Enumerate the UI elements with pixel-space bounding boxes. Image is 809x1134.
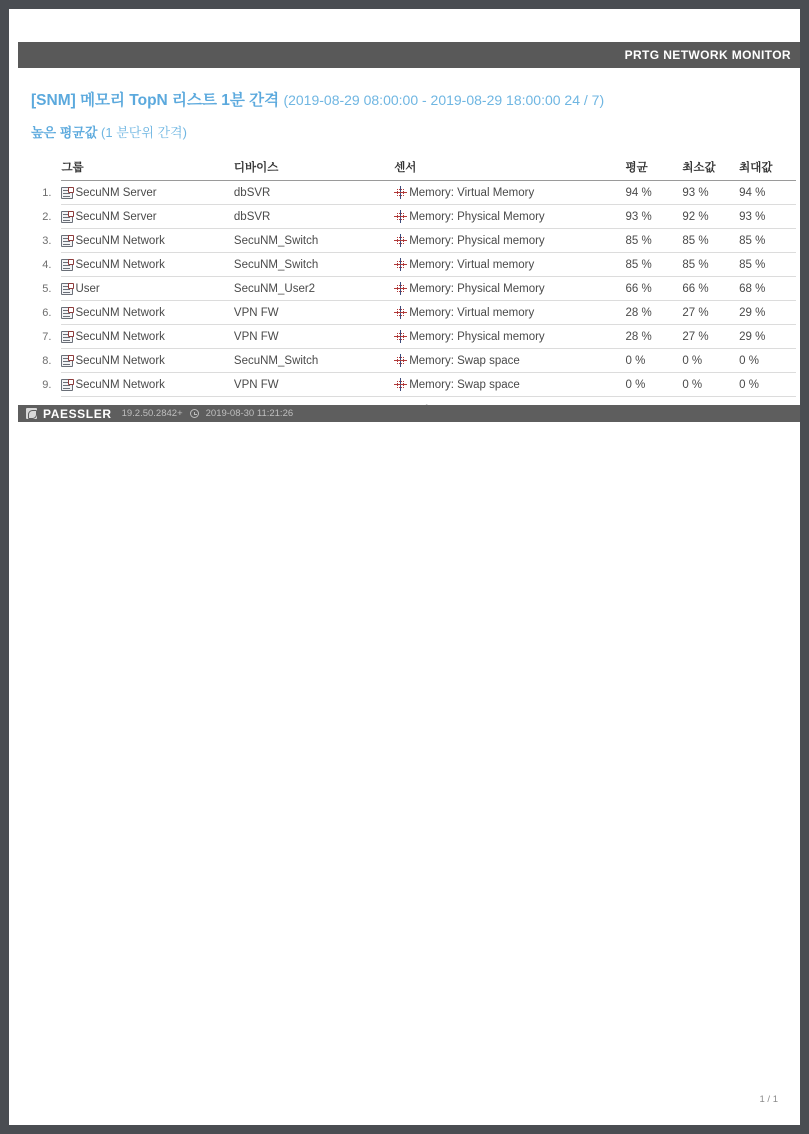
row-index: 3.	[42, 235, 52, 247]
sensor-label: Memory: Virtual memory	[409, 306, 535, 319]
group-label: SecuNM Network	[75, 234, 165, 247]
sensor-label: Memory: Virtual Memory	[409, 186, 535, 199]
cell-maximum: 29 %	[739, 325, 796, 349]
cell-minimum: 85 %	[682, 229, 739, 253]
paessler-logo-icon	[26, 408, 37, 419]
paessler-footer-bar	[18, 405, 800, 422]
group-label: SecuNM Network	[75, 258, 165, 271]
sensor-label: Memory: Swap space	[409, 378, 520, 391]
table-row[interactable]	[31, 205, 796, 229]
cell-device[interactable]: dbSVR	[234, 181, 394, 205]
group-icon	[61, 235, 73, 247]
cell-average: 85 %	[626, 253, 683, 277]
row-index: 9.	[42, 379, 52, 391]
cell-device[interactable]: dbSVR	[234, 205, 394, 229]
sensor-icon	[394, 210, 407, 223]
cell-maximum: 0 %	[739, 349, 796, 373]
group-label: SecuNM Network	[75, 306, 165, 319]
sensor-icon	[394, 354, 407, 367]
table-header	[31, 159, 796, 181]
report-title-block	[31, 91, 791, 141]
cell-sensor[interactable]	[394, 253, 625, 277]
table-row[interactable]	[31, 349, 796, 373]
sensor-label: Memory: Physical Memory	[409, 282, 545, 295]
prtg-brand-label: PRTG NETWORK MONITOR	[624, 48, 791, 62]
page-title	[31, 91, 791, 112]
cell-device[interactable]: SecuNM_User2	[234, 277, 394, 301]
report-title-text: [SNM] 메모리 TopN 리스트 1분 간격	[31, 92, 280, 109]
cell-maximum: 93 %	[739, 205, 796, 229]
group-label: SecuNM Server	[75, 210, 157, 223]
group-label: SecuNM Server	[75, 186, 157, 199]
table-body	[31, 181, 796, 397]
row-index: 5.	[42, 283, 52, 295]
cell-sensor[interactable]	[394, 373, 625, 397]
row-index: 8.	[42, 355, 52, 367]
cell-group[interactable]	[61, 301, 233, 325]
cell-sensor[interactable]	[394, 229, 625, 253]
report-generated-timestamp: 2019-08-30 11:21:26	[205, 408, 294, 419]
group-icon	[61, 187, 73, 199]
cell-sensor[interactable]	[394, 181, 625, 205]
group-label: SecuNM Network	[75, 378, 165, 391]
paessler-version-label: 19.2.50.2842+	[121, 408, 183, 419]
column-header-maximum[interactable]: 최대값	[739, 159, 796, 181]
sensor-icon	[394, 258, 407, 271]
row-index: 1.	[42, 187, 52, 199]
cell-minimum: 0 %	[682, 349, 739, 373]
sensor-icon	[394, 282, 407, 295]
column-header-sensor[interactable]: 센서	[394, 159, 625, 181]
cell-device[interactable]: SecuNM_Switch	[234, 229, 394, 253]
group-label: SecuNM Network	[75, 354, 165, 367]
row-index: 7.	[42, 331, 52, 343]
table-row[interactable]	[31, 229, 796, 253]
cell-device[interactable]: VPN FW	[234, 325, 394, 349]
report-subtitle	[31, 122, 791, 141]
table-header-row	[31, 159, 796, 181]
cell-group[interactable]	[61, 349, 233, 373]
cell-minimum: 66 %	[682, 277, 739, 301]
cell-maximum: 68 %	[739, 277, 796, 301]
cell-average: 0 %	[626, 373, 683, 397]
cell-minimum: 27 %	[682, 301, 739, 325]
column-header-average[interactable]: 평균	[626, 159, 683, 181]
cell-sensor[interactable]	[394, 325, 625, 349]
cell-device[interactable]: VPN FW	[234, 301, 394, 325]
sensor-label: Memory: Swap space	[409, 354, 520, 367]
cell-device[interactable]: SecuNM_Switch	[234, 349, 394, 373]
column-header-group[interactable]: 그룹	[61, 159, 233, 181]
cell-minimum: 85 %	[682, 253, 739, 277]
report-time-range: (2019-08-29 08:00:00 - 2019-08-29 18:00:00 24 / 7)	[283, 92, 605, 108]
cell-sensor[interactable]	[394, 277, 625, 301]
cell-average: 66 %	[626, 277, 683, 301]
table-row[interactable]	[31, 325, 796, 349]
sensor-icon	[394, 378, 407, 391]
table-row[interactable]	[31, 277, 796, 301]
group-icon	[61, 331, 73, 343]
report-interval-note: (1 분단위 간격)	[101, 124, 187, 140]
page-indicator: 1 / 1	[759, 1094, 778, 1105]
row-index: 6.	[42, 307, 52, 319]
cell-minimum: 0 %	[682, 373, 739, 397]
sensor-icon	[394, 234, 407, 247]
cell-minimum: 92 %	[682, 205, 739, 229]
cell-sensor[interactable]	[394, 349, 625, 373]
group-icon	[61, 379, 73, 391]
cell-average: 28 %	[626, 301, 683, 325]
report-subtitle-text: 높은 평균값	[31, 124, 98, 140]
sensor-icon	[394, 186, 407, 199]
table-row[interactable]	[31, 373, 796, 397]
cell-group[interactable]	[61, 181, 233, 205]
topn-table-container	[31, 159, 796, 415]
cell-average: 85 %	[626, 229, 683, 253]
sensor-icon	[394, 306, 407, 319]
sensor-label: Memory: Physical memory	[409, 234, 545, 247]
cell-maximum: 0 %	[739, 373, 796, 397]
cell-maximum: 85 %	[739, 229, 796, 253]
cell-average: 94 %	[626, 181, 683, 205]
sensor-label: Memory: Physical Memory	[409, 210, 545, 223]
prtg-header-bar	[18, 42, 800, 68]
group-icon	[61, 283, 73, 295]
group-icon	[61, 307, 73, 319]
cell-group[interactable]	[61, 229, 233, 253]
cell-minimum: 27 %	[682, 325, 739, 349]
sensor-label: Memory: Physical memory	[409, 330, 545, 343]
sensor-icon	[394, 330, 407, 343]
cell-device[interactable]: SecuNM_Switch	[234, 253, 394, 277]
sensor-label: Memory: Virtual memory	[409, 258, 535, 271]
cell-average: 0 %	[626, 349, 683, 373]
row-index: 2.	[42, 211, 52, 223]
cell-maximum: 29 %	[739, 301, 796, 325]
column-header-index	[31, 159, 61, 181]
clock-icon	[190, 409, 199, 418]
topn-table	[31, 159, 796, 397]
cell-minimum: 93 %	[682, 181, 739, 205]
group-label: User	[75, 282, 100, 295]
cell-average: 93 %	[626, 205, 683, 229]
cell-device[interactable]: VPN FW	[234, 373, 394, 397]
cell-sensor[interactable]	[394, 205, 625, 229]
cell-group[interactable]	[61, 277, 233, 301]
table-row[interactable]	[31, 181, 796, 205]
paessler-brand-label: PAESSLER	[43, 406, 112, 421]
cell-group[interactable]	[61, 253, 233, 277]
cell-group[interactable]	[61, 325, 233, 349]
table-row[interactable]	[31, 253, 796, 277]
row-index: 4.	[42, 259, 52, 271]
table-row[interactable]	[31, 301, 796, 325]
cell-maximum: 94 %	[739, 181, 796, 205]
group-icon	[61, 211, 73, 223]
cell-average: 28 %	[626, 325, 683, 349]
column-header-minimum[interactable]: 최소값	[682, 159, 739, 181]
group-icon	[61, 259, 73, 271]
group-label: SecuNM Network	[75, 330, 165, 343]
report-page	[9, 9, 800, 1125]
column-header-device[interactable]: 디바이스	[234, 159, 394, 181]
cell-sensor[interactable]	[394, 301, 625, 325]
group-icon	[61, 355, 73, 367]
cell-maximum: 85 %	[739, 253, 796, 277]
cell-group[interactable]	[61, 205, 233, 229]
cell-group[interactable]	[61, 373, 233, 397]
